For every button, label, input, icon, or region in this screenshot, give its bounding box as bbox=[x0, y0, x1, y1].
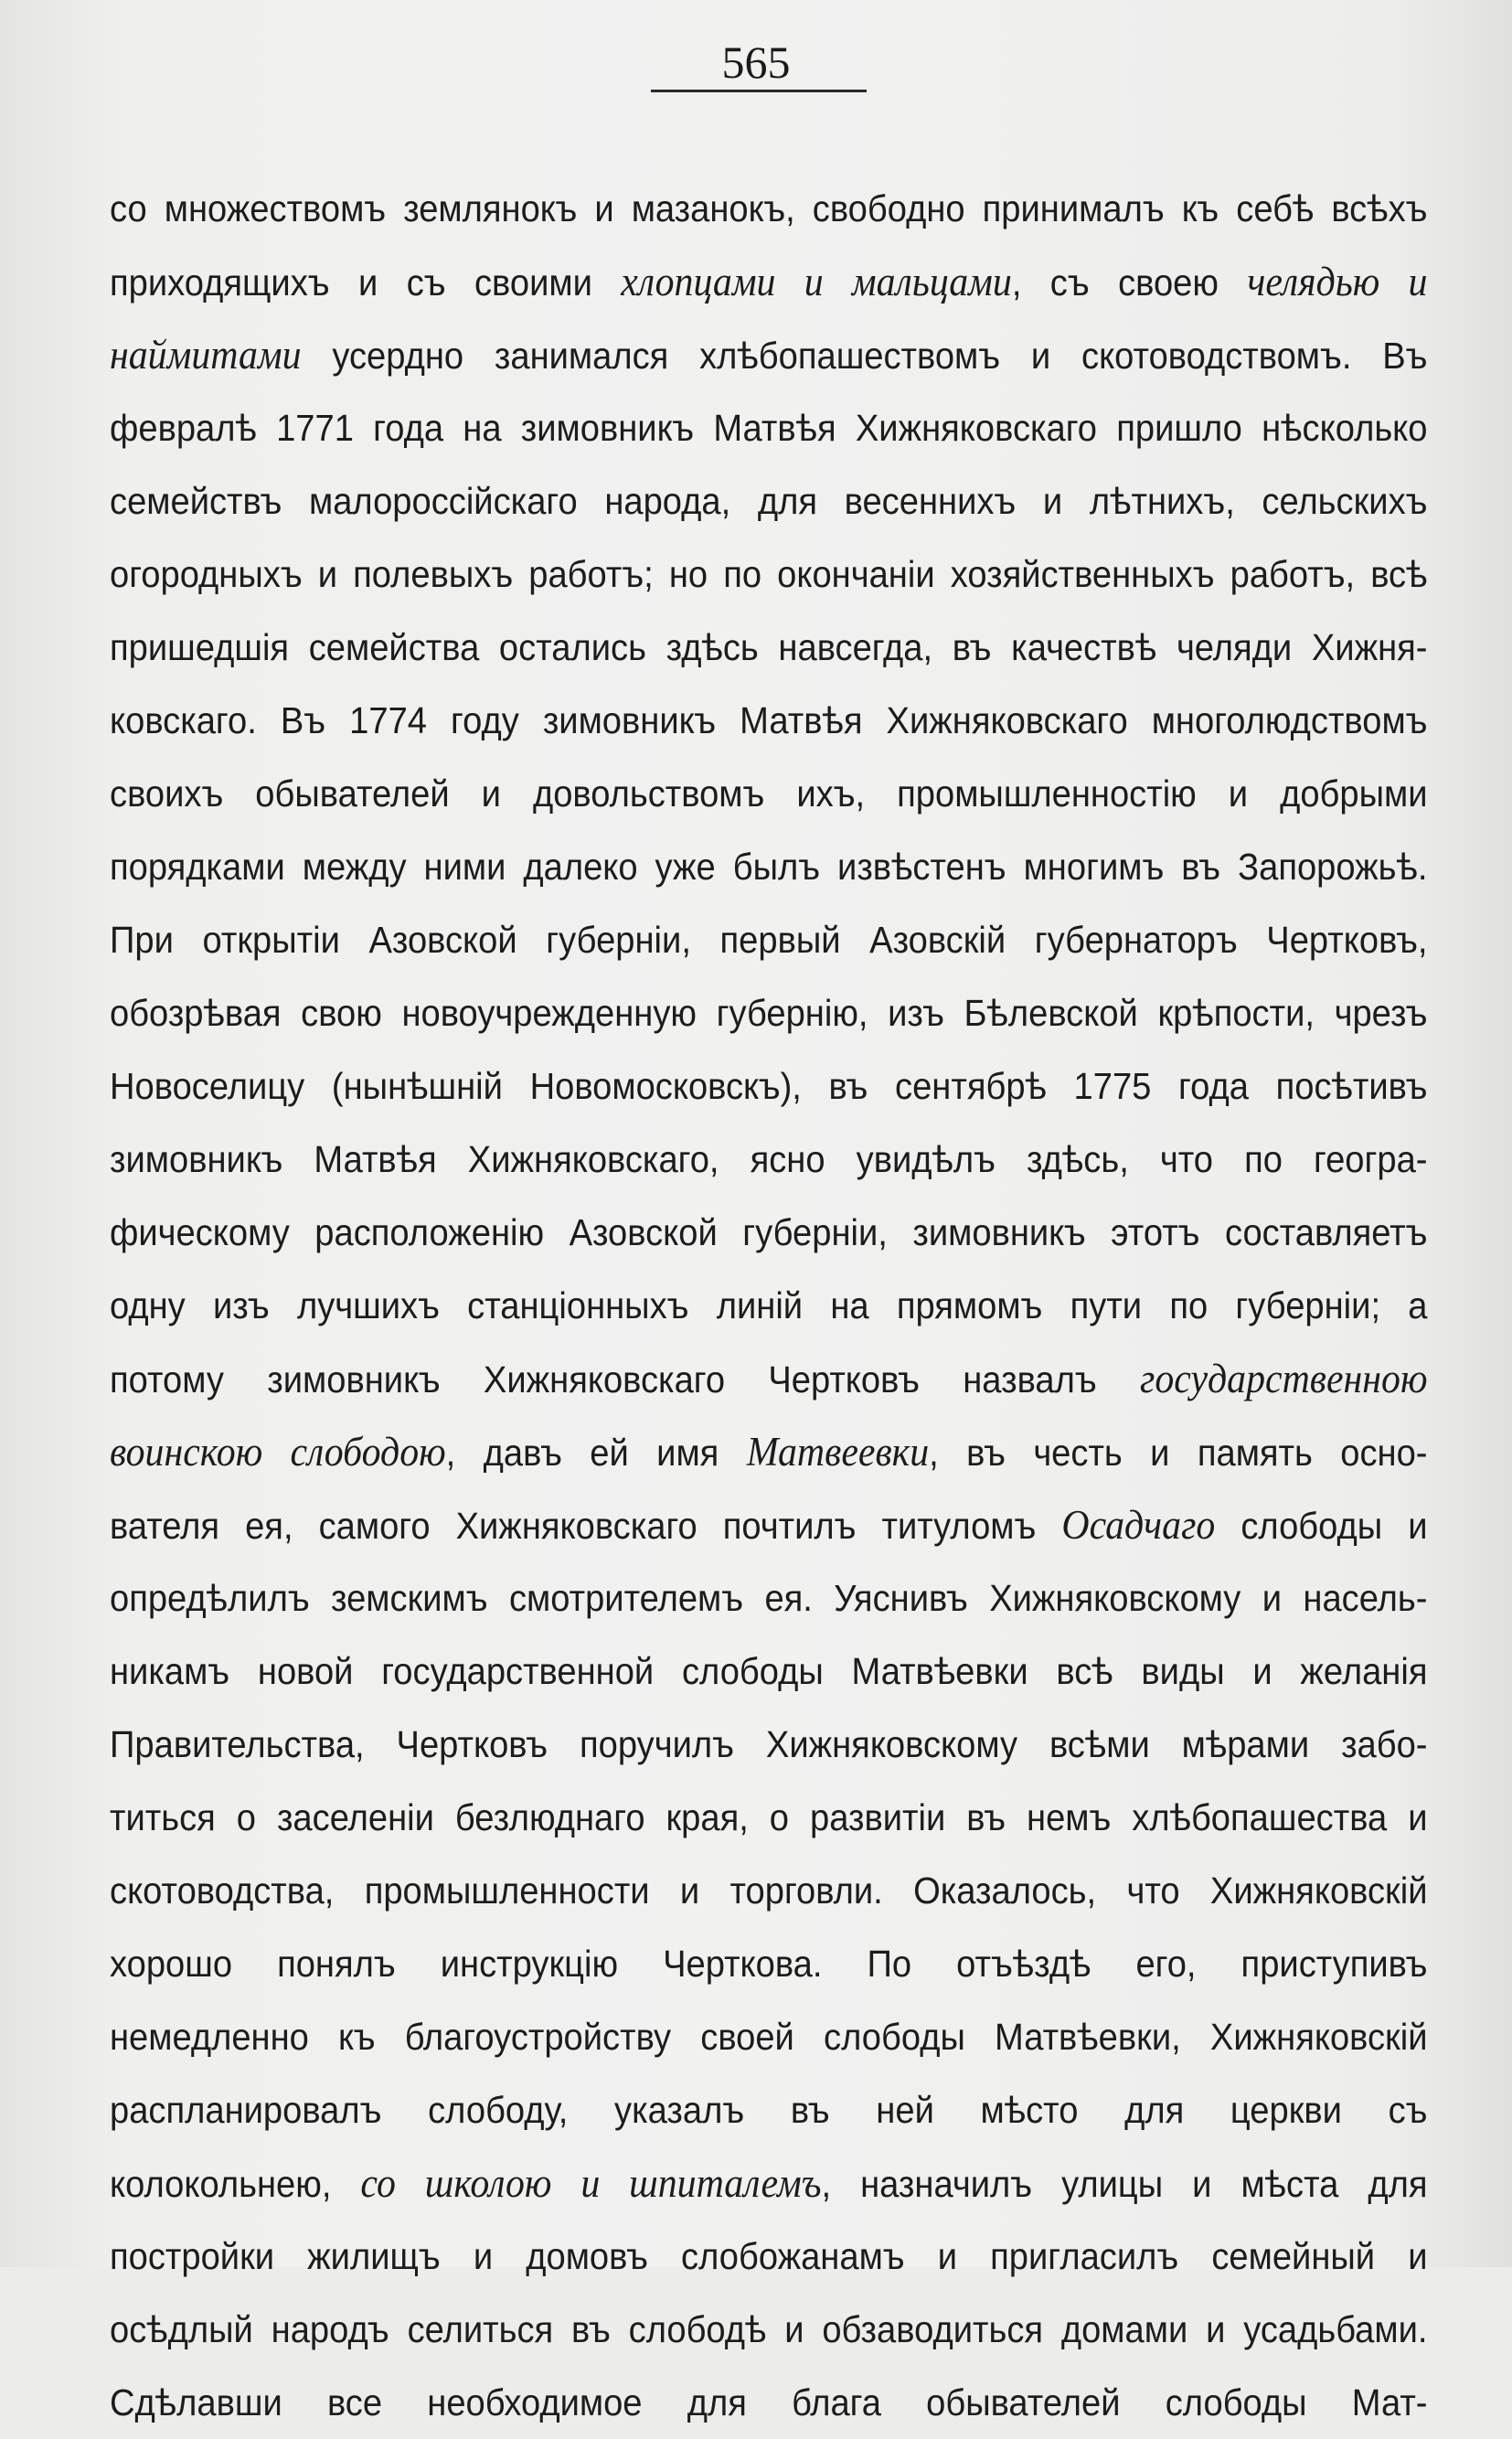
text-line bbox=[110, 1123, 1428, 1196]
text-span: огородныхъ и полевыхъ работъ; но по окончаніи хозяйственныхъ работъ, всѣ bbox=[110, 553, 1428, 595]
text-span: немедленно къ благоустройству своей слободы Матвѣевки, Хижняковскій bbox=[110, 2016, 1428, 2058]
italic-text: челядью и bbox=[1247, 259, 1428, 304]
text-span: ковскаго. Въ 1774 году зимовникъ Матвѣя Хижняковскаго многолюдствомъ bbox=[110, 699, 1428, 741]
text-span: При открытіи Азовской губерніи, первый Азовскій губернаторъ Чертковъ, bbox=[110, 919, 1428, 961]
italic-text: хлопцами и мальцами bbox=[621, 259, 1012, 304]
italic-text: со школою и шпиталемъ bbox=[360, 2160, 822, 2206]
text-span: одну изъ лучшихъ станціонныхъ линій на прямомъ пути по губерніи; а bbox=[110, 1284, 1428, 1326]
text-span: обозрѣвая свою новоучрежденную губернію, изъ Бѣлевской крѣпости, чрезъ bbox=[110, 992, 1428, 1034]
text-line bbox=[110, 538, 1428, 611]
text-line bbox=[110, 611, 1428, 684]
text-span: титься о заселеніи безлюднаго края, о развитіи въ немъ хлѣбопашества и bbox=[110, 1796, 1428, 1838]
text-line bbox=[110, 2000, 1428, 2073]
text-span: зимовникъ Матвѣя Хижняковскаго, ясно увидѣлъ здѣсь, что по геогра- bbox=[110, 1138, 1428, 1180]
text-line bbox=[110, 245, 1428, 318]
text-line bbox=[110, 2073, 1428, 2146]
text-span: вателя ея, самого Хижняковскаго почтилъ титуломъ bbox=[110, 1505, 1062, 1547]
text-span: скотоводства, промышленности и торговли. Оказалось, что Хижняковскій bbox=[110, 1869, 1428, 1912]
text-line bbox=[110, 391, 1428, 464]
text-span: , назначилъ улицы и мѣста для bbox=[821, 2163, 1428, 2205]
page-number-rule bbox=[651, 90, 867, 92]
text-line bbox=[110, 1488, 1428, 1561]
text-line bbox=[110, 1854, 1428, 1927]
text-line bbox=[110, 757, 1428, 830]
text-span: семействъ малороссійскаго народа, для весеннихъ и лѣтнихъ, сельскихъ bbox=[110, 480, 1428, 522]
text-span: слободы и bbox=[1215, 1505, 1428, 1547]
page-number: 565 bbox=[721, 37, 791, 88]
text-span: со множествомъ землянокъ и мазанокъ, свободно принималъ къ себѣ всѣхъ bbox=[110, 187, 1428, 229]
italic-text: наймитами bbox=[110, 332, 302, 378]
text-line bbox=[110, 2366, 1428, 2439]
text-span: февралѣ 1771 года на зимовникъ Матвѣя Хижняковскаго пришло нѣсколько bbox=[110, 407, 1428, 449]
text-line bbox=[110, 1415, 1428, 1488]
text-span: пришедшія семейства остались здѣсь навсегда, въ качествѣ челяди Хижня- bbox=[110, 626, 1428, 668]
text-span: Новоселицу (нынѣшній Новомосковскъ), въ сентябрѣ 1775 года посѣтивъ bbox=[110, 1065, 1428, 1107]
italic-text: Матвеевки bbox=[746, 1429, 930, 1475]
text-line bbox=[110, 464, 1428, 538]
text-span: распланировалъ слободу, указалъ въ ней мѣсто для церкви съ bbox=[110, 2089, 1428, 2131]
text-line bbox=[110, 1561, 1428, 1635]
text-line bbox=[110, 1196, 1428, 1269]
text-span: , давъ ей имя bbox=[445, 1432, 747, 1474]
text-span: усердно занимался хлѣбопашествомъ и скотоводствомъ. Въ bbox=[301, 335, 1428, 377]
italic-text: Осадчаго bbox=[1061, 1502, 1216, 1548]
text-line bbox=[110, 172, 1428, 245]
text-line bbox=[110, 976, 1428, 1049]
text-line bbox=[110, 1635, 1428, 1708]
text-span: , въ честь и память осно- bbox=[929, 1432, 1428, 1474]
text-line bbox=[110, 903, 1428, 976]
text-line bbox=[110, 830, 1428, 903]
text-span: порядками между ними далеко уже былъ извѣстенъ многимъ въ Запорожьѣ. bbox=[110, 846, 1428, 888]
text-line bbox=[110, 684, 1428, 757]
text-line bbox=[110, 1269, 1428, 1342]
text-line bbox=[110, 2220, 1428, 2293]
italic-text: государственною bbox=[1139, 1356, 1428, 1401]
text-span: постройки жилищъ и домовъ слобожанамъ и пригласилъ семейный и bbox=[110, 2235, 1428, 2277]
text-span: фическому расположенію Азовской губерніи, зимовникъ этотъ составляетъ bbox=[110, 1211, 1428, 1253]
text-span: хорошо понялъ инструкцію Черткова. По отъѣздѣ его, приступивъ bbox=[110, 1943, 1428, 1985]
text-line bbox=[110, 1342, 1428, 1415]
text-span: , съ своею bbox=[1011, 261, 1248, 304]
italic-text: воинскою слободою bbox=[110, 1429, 446, 1475]
text-line bbox=[110, 1781, 1428, 1854]
text-span: колокольнею, bbox=[110, 2163, 361, 2205]
text-line bbox=[110, 2146, 1428, 2220]
text-span: Сдѣлавши все необходимое для блага обывателей слободы Мат- bbox=[110, 2381, 1428, 2423]
text-span: никамъ новой государственной слободы Матвѣевки всѣ виды и желанія bbox=[110, 1650, 1428, 1692]
text-span: потому зимовникъ Хижняковскаго Чертковъ назвалъ bbox=[110, 1358, 1140, 1401]
text-span: Правительства, Чертковъ поручилъ Хижняковскому всѣми мѣрами забо- bbox=[110, 1723, 1428, 1765]
text-line bbox=[110, 1927, 1428, 2000]
text-span: опредѣлилъ земскимъ смотрителемъ ея. Уяснивъ Хижняковскому и насель- bbox=[110, 1577, 1428, 1619]
text-span: осѣдлый народъ селиться въ слободѣ и обзаводиться домами и усадьбами. bbox=[110, 2308, 1428, 2350]
text-line bbox=[110, 318, 1428, 391]
text-line bbox=[110, 2293, 1428, 2366]
text-line bbox=[110, 1708, 1428, 1781]
text-span: приходящихъ и съ своими bbox=[110, 261, 622, 304]
body-text bbox=[110, 172, 1430, 2439]
text-span: своихъ обывателей и довольствомъ ихъ, промышленностію и добрыми bbox=[110, 772, 1428, 815]
text-line bbox=[110, 1049, 1428, 1123]
